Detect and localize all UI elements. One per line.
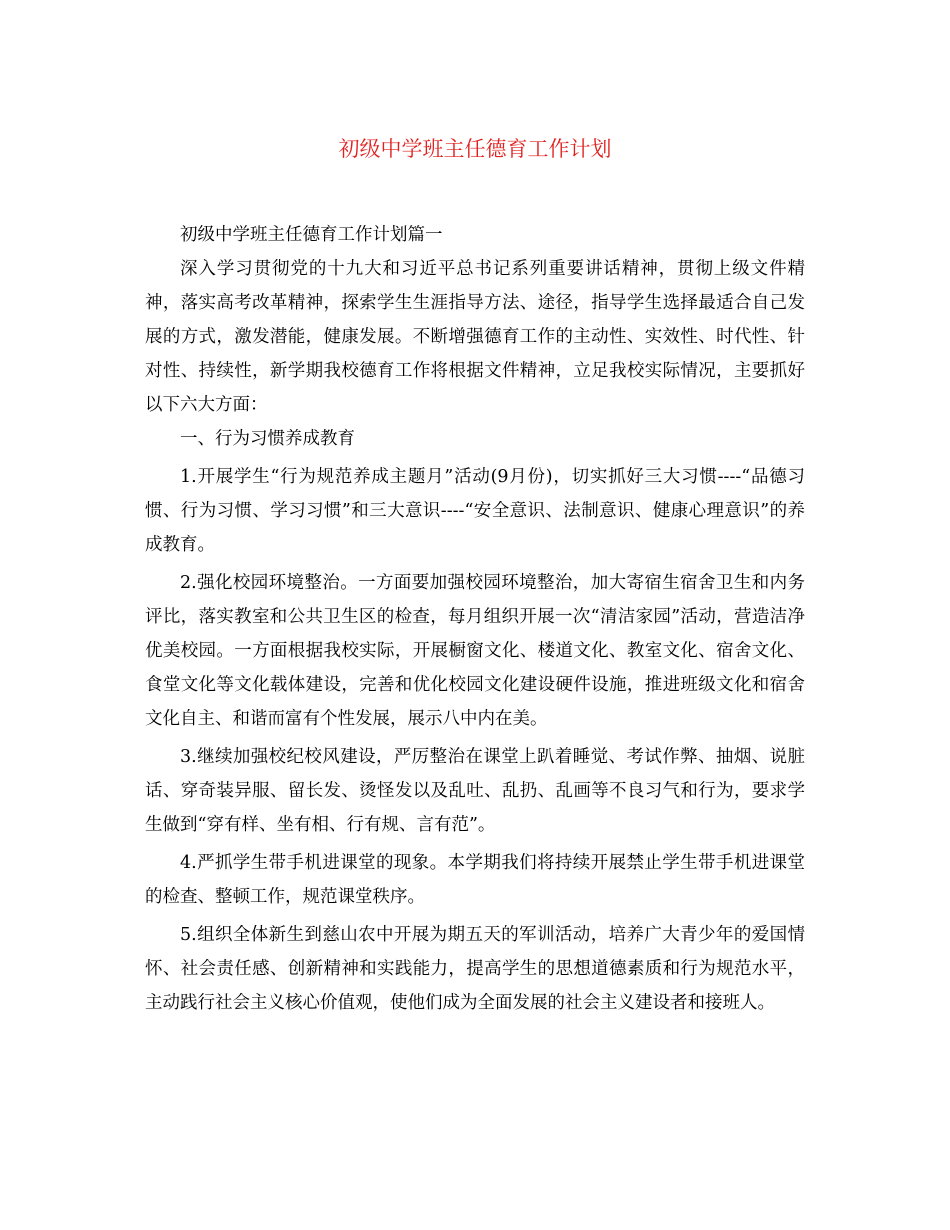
document-title: 初级中学班主任德育工作计划: [338, 137, 612, 161]
document-body: [145, 218, 805, 1020]
list-item: 5.组织全体新生到慈山农中开展为期五天的军训活动，培养广大青少年的爱国情怀、社会责任感、创新精神和实践能力，提高学生的思想道德素质和行为规范水平，主动践行社会主义核心价值观，使他们成为全面发展的社会主义建设者和接班人。: [145, 925, 805, 1013]
subtitle: 初级中学班主任德育工作计划篇一: [180, 225, 443, 245]
intro-paragraph: 深入学习贯彻党的十九大和习近平总书记系列重要讲话精神，贯彻上级文件精神，落实高考改革精神，探索学生生涯指导方法、途径，指导学生选择最适合自己发展的方式，激发潜能，健康发展。不断增强德育工作的主动性、实效性、时代性、针对性、持续性，新学期我校德育工作将根据文件精神，立足我校实际情况，主要抓好以下六大方面：: [145, 259, 805, 415]
section-heading: 一、行为习惯养成教育: [180, 429, 355, 449]
list-item: 4.严抓学生带手机进课堂的现象。本学期我们将持续开展禁止学生带手机进课堂的检查、整顿工作，规范课堂秩序。: [145, 853, 805, 907]
list-item: 3.继续加强校纪校风建设，严厉整治在课堂上趴着睡觉、考试作弊、抽烟、说脏话、穿奇装异服、留长发、烫怪发以及乱吐、乱扔、乱画等不良习气和行为，要求学生做到“穿有样、坐有相、行有规、言有范”。: [145, 747, 805, 835]
list-item: 1.开展学生“行为规范养成主题月”活动(9月份)，切实抓好三大习惯----“品德习惯、行为习惯、学习习惯”和三大意识----“安全意识、法制意识、健康心理意识”的养成教育。: [145, 467, 805, 555]
list-item: 2.强化校园环境整治。一方面要加强校园环境整治，加大寄宿生宿舍卫生和内务评比，落实教室和公共卫生区的检查，每月组织开展一次“清洁家园”活动，营造洁净优美校园。一方面根据我校实际，开展橱窗文化、楼道文化、教室文化、宿舍文化、食堂文化等文化载体建设，完善和优化校园文化建设硬件设施，推进班级文化和宿舍文化自主、和谐而富有个性发展，展示八中内在美。: [145, 573, 805, 729]
